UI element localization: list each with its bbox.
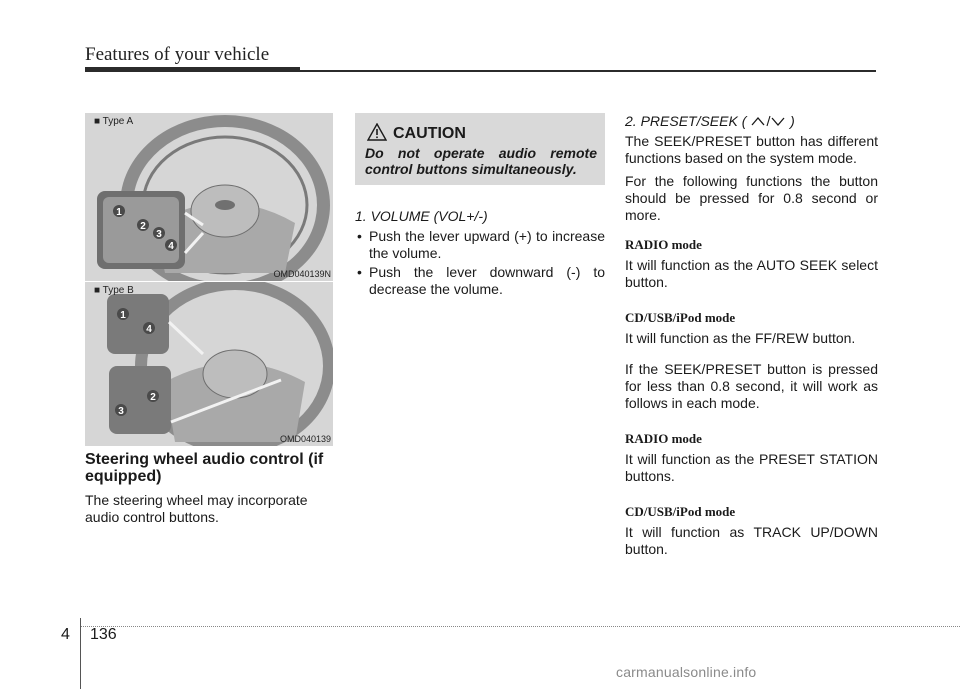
figure-label: ■ Type B [94, 285, 134, 296]
up-down-chevron-icon [750, 115, 786, 127]
preset-title [625, 113, 878, 130]
caution-heading [367, 123, 466, 143]
mode-text: It will function as the AUTO SEEK select button. [625, 257, 878, 290]
watermark: carmanualsonline.info [616, 664, 757, 680]
figure-label: ■ Type A [94, 116, 134, 127]
header-rule [85, 67, 300, 72]
callout-3: 3 [156, 229, 162, 240]
section-body: The steering wheel may incorporate audio control buttons. [85, 492, 308, 525]
figure-type-b [85, 282, 333, 446]
list-item-text: Push the lever downward (-) to decrease the volume. [369, 264, 605, 297]
mode-text: It will function as TRACK UP/DOWN button. [625, 524, 878, 557]
callout-4: 4 [146, 324, 152, 335]
volume-list [355, 228, 605, 300]
callout-2: 2 [150, 392, 156, 403]
header-title: Features of your vehicle [85, 44, 270, 65]
callout-4: 4 [168, 241, 174, 252]
figure-type-a [85, 113, 333, 281]
footer-separator [80, 618, 81, 689]
figure-code: OMD040139N [273, 269, 331, 279]
preset-seek-section [625, 113, 878, 564]
mode-heading: CD/USB/iPod mode [625, 504, 736, 519]
mode-heading: RADIO mode [625, 237, 702, 252]
steering-wheel-illustration-b [85, 282, 333, 446]
chapter-number: 4 [61, 626, 70, 643]
callout-1: 1 [116, 207, 122, 218]
footer-divider [80, 626, 960, 627]
preset-paragraph: For the following functions the button should be pressed for 0.8 second or more. [625, 173, 878, 223]
callout-2: 2 [140, 221, 146, 232]
page-number: 136 [90, 626, 117, 643]
mode-heading: CD/USB/iPod mode [625, 310, 736, 325]
section-title: Steering wheel audio control (if equipped) [85, 451, 324, 485]
list-item-text: Push the lever upward (+) to increase the volume. [369, 228, 605, 261]
caution-title: CAUTION [393, 125, 466, 142]
list-item: • Push the lever upward (+) to increase the volume. [357, 228, 605, 261]
warning-icon [367, 123, 387, 141]
mode-heading: RADIO mode [625, 431, 702, 446]
mode-text: It will function as the PRESET STATION buttons. [625, 451, 878, 484]
callout-3: 3 [118, 406, 124, 417]
list-item: • Push the lever downward (-) to decrease the volume. [357, 264, 605, 297]
volume-title: 1. VOLUME (VOL+/-) [355, 208, 488, 224]
header-rule-thin [300, 70, 876, 72]
preset-paragraph: The SEEK/PRESET button has different functions based on the system mode. [625, 133, 878, 166]
callout-1: 1 [120, 310, 126, 321]
caution-box [355, 113, 605, 185]
caution-text: Do not operate audio remote control buttons simultaneously. [365, 145, 597, 177]
figure-code: OMD040139 [279, 434, 331, 444]
steering-wheel-illustration-a [85, 113, 333, 281]
preset-title-prefix: 2. PRESET/SEEK ( [625, 113, 747, 129]
preset-paragraph: If the SEEK/PRESET button is pressed for less than 0.8 second, it will work as follows in each mode. [625, 361, 878, 411]
preset-title-suffix: ) [790, 113, 795, 129]
mode-text: It will function as the FF/REW button. [625, 330, 856, 346]
